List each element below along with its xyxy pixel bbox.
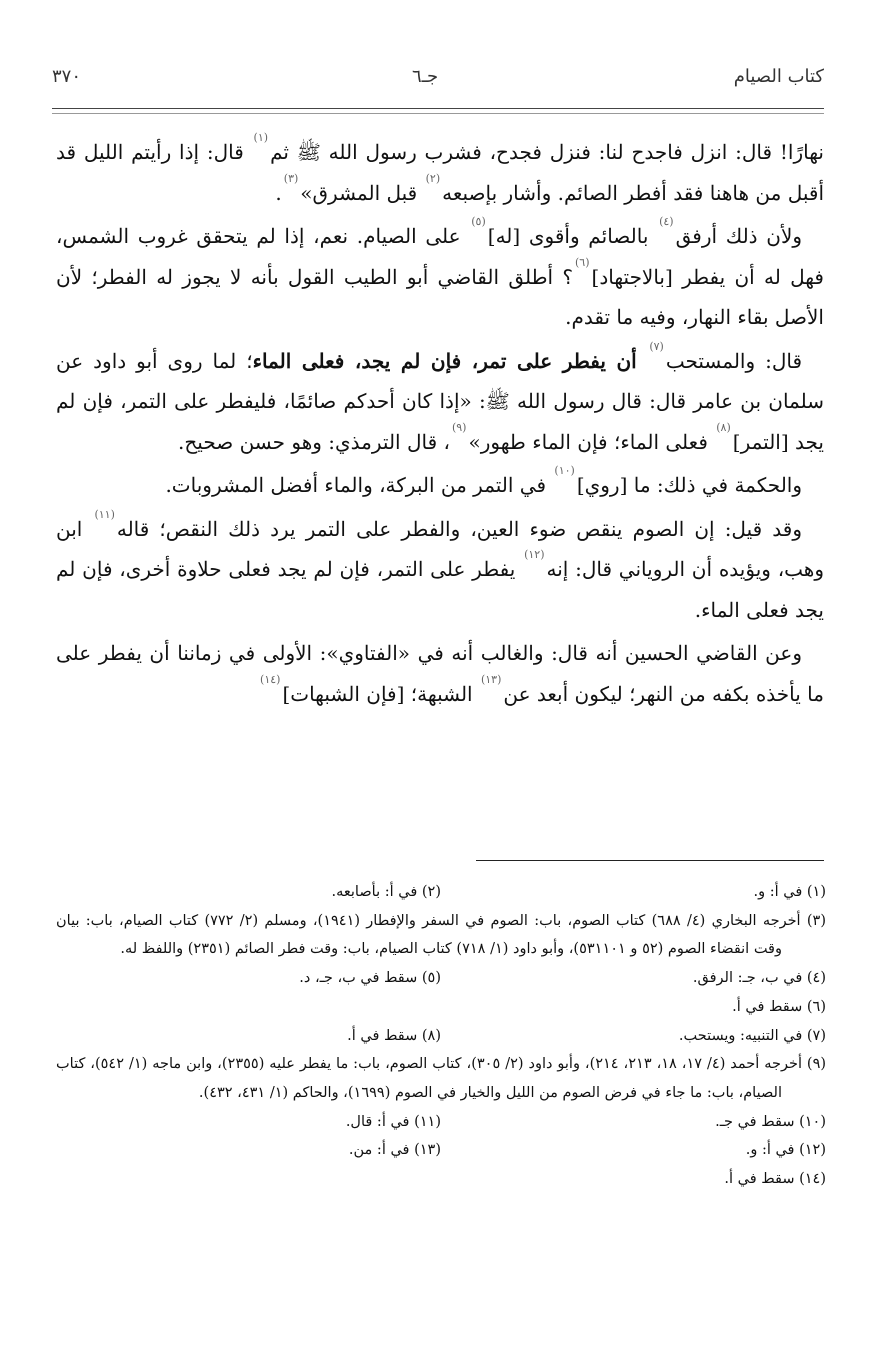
paragraph [56,216,824,338]
footnote: (١٤) سقط في أ. [724,1171,826,1188]
footnote: (١٢) في أ: و. [745,1142,826,1159]
footnote: (٦) سقط في أ. [732,998,826,1015]
text-run: . [275,180,282,205]
paragraph [56,509,824,631]
main-text [56,132,824,717]
footnote-row [56,1022,826,1051]
running-title: كتاب الصيام [733,66,824,87]
footnote: (٣) أخرجه البخاري (٤/ ٦٨٨) كتاب الصوم، باب: الصوم في السفر والإفطار (١٩٤١)، ومسلم (٢/ ٧٧٢) كتاب الصيام، باب: بيان وقت انقضاء الصوم (٥٢ و ٥٣١١٠١)، وأبو داود (١/ ٧١٨) كتاب الصيام، باب: وقت فطر الصائم (٢٣٥١) واللفظ له. [56,912,826,958]
footnote-ref: (١٤) [260,672,281,686]
footnote: (١٣) في أ: من. [348,1142,441,1159]
text-run: ، قال الترمذي: وهو حسن صحيح. [178,429,450,454]
footnote-row [56,964,826,993]
text-run: بالصائم وأقوى [له] [487,224,658,248]
footnote-ref: (٩) [451,420,467,434]
text-run: قال: إذا رأيتم الليل قد أقبل من هاهنا فقد أفطر الصائم. وأشار بإصبعه [56,140,824,205]
text-run: نهارًا! قال: انزل فاجدح لنا: فنزل فجدح، فشرب رسول الله ﷺ ثم [270,140,824,164]
footnotes [56,878,826,1194]
paragraph [56,341,824,463]
text-run: في التمر من البركة، والماء أفضل المشروبات. [165,473,553,497]
text-run: ابن وهب، ويؤيده أن الروياني قال: إنه [56,516,824,581]
footnote-ref: (١٣) [480,672,502,686]
footnote: (٥) سقط في ب، جـ، د. [299,970,441,987]
footnote-ref: (١) [253,131,269,144]
header-divider-thin [52,113,824,114]
footnote: (٤) في ب، جـ: الرفق. [692,970,826,987]
footnote: (٢) في أ: بأصابعه. [331,884,441,900]
footnote-ref: (٦) [575,255,590,269]
text-run: ؟ أطلق القاضي أبو الطيب القول بأنه لا يجوز له الفطر؛ لأن الأصل بقاء النهار، وفيه ما تقدم. [56,264,824,329]
footnote-ref: (٥) [471,215,486,228]
text-run: وعن القاضي الحسين أنه قال: والغالب أنه في «الفتاوي»: الأولى في زماننا أن يفطر على ما يأخذه بكفه من النهر؛ ليكون أبعد عن [56,641,824,706]
footnote-ref: (٤) [659,215,674,228]
footnote: (١) في أ: و. [753,884,826,900]
footnote: (١١) في أ: قال. [345,1113,441,1130]
paragraph [56,465,824,506]
text-run: والحكمة في ذلك: ما [روي] [576,473,802,497]
footnote-ref: (٣) [283,171,299,185]
header-divider [52,108,824,109]
footnote-divider [476,860,824,861]
bold-text: أن يفطر على تمر، فإن لم يجد، فعلى الماء [252,348,648,373]
text-run: يفطر على التمر، فإن لم يجد فعلى حلاوة أخرى، فإن لم يجد فعلى الماء. [56,557,824,622]
text-run: ؛ لما روى أبو داود عن سلمان بن عامر قال: قال رسول الله ﷺ: «إذا كان أحدكم صائمًا، فليفطر على التمر، فإن لم يجد [التمر] [56,348,824,454]
paragraph [56,633,824,714]
footnote-ref: (١٠) [554,464,575,477]
volume-label: جـ٦ [412,66,439,87]
footnote: (٩) أخرجه أحمد (٤/ ١٧، ١٨، ٢١٣، ٢١٤)، وأبو داود (٢/ ٣٠٥)، كتاب الصوم، باب: ما يفطر عليه (٢٣٥٥)، وابن ماجه (١/ ٥٤٢)، كتاب الصيام، باب: ما جاء في فرض الصوم من الليل والخيار في الصوم (١٦٩٩)، والحاكم (١/ ٤٣١، ٤٣٢). [56,1056,827,1101]
paragraph [56,132,824,213]
text-run: على الصيام. نعم، إذا لم يتحقق غروب الشمس، فهل له أن يفطر [بالاجتهاد] [56,224,824,289]
footnote-row [56,1108,826,1137]
footnote-row [56,878,826,907]
footnote-ref: (٨) [716,420,731,434]
text-run: قبل المشرق» [300,180,424,205]
footnote: (٨) سقط في أ. [347,1027,441,1044]
text-run: وقد قيل: إن الصوم ينقص ضوء العين، والفطر على التمر يرد ذلك النقص؛ قاله [116,516,802,541]
text-run: الشبهة؛ [فإن الشبهات] [282,681,479,706]
page-header [52,66,824,100]
page-number: ٣٧٠ [52,66,82,87]
footnote-ref: (٢) [425,171,441,185]
footnote-row [56,1136,826,1165]
text-run: قال: والمستحب [665,348,803,373]
footnote-ref: (١١) [94,507,115,521]
footnote: (١٠) سقط في جـ. [715,1113,826,1130]
footnote: (٧) في التنبيه: ويستحب. [678,1027,826,1044]
footnote-ref: (١٢) [524,548,545,561]
text-run: ولأن ذلك أرفق [675,224,803,248]
text-run: فعلى الماء؛ فإن الماء طهور» [468,429,715,454]
footnote-ref: (٧) [649,339,664,353]
